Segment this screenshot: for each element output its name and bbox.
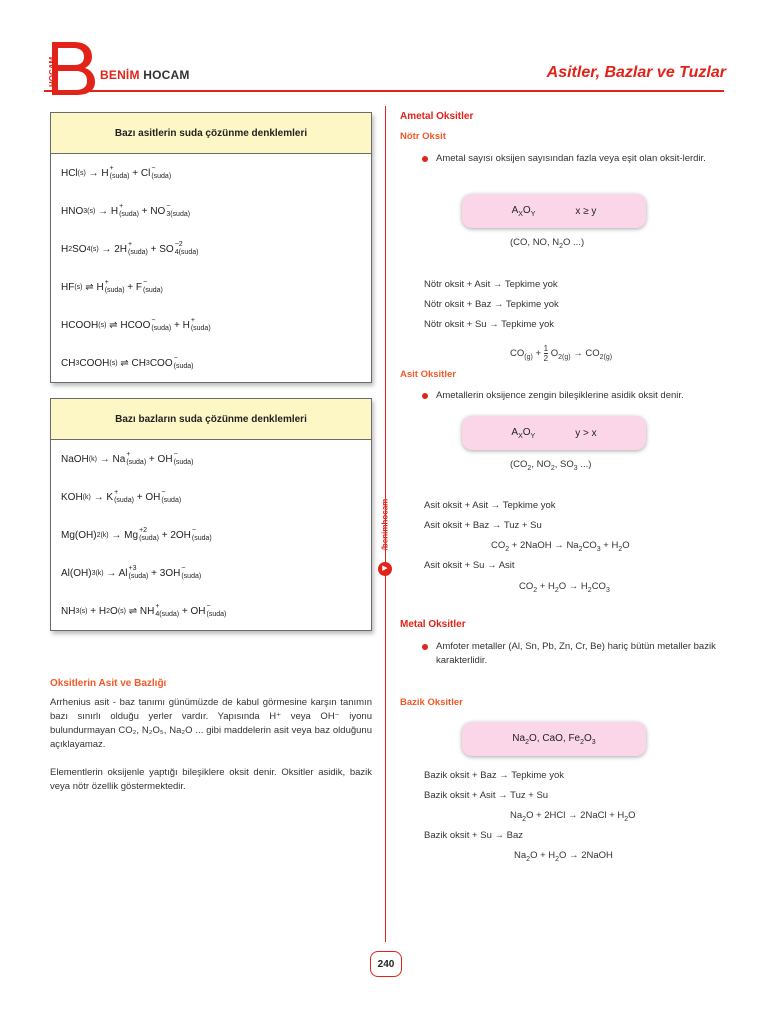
play-icon: ▶ (378, 562, 392, 576)
basic-rule-2: Bazik oksit + Asit → Tuz + Su (424, 790, 549, 801)
oxides-section-title: Oksitlerin Asit ve Bazlığı (50, 678, 167, 689)
table-row: NH 3(s) + H 2 O (s) ⇌ NH + 4(suda) + OH − (suda) (61, 603, 227, 618)
neutral-oxide-formula-box (462, 194, 646, 228)
acid-oxide-definition (436, 389, 724, 403)
neutral-rule-2: Nötr oksit + Baz → Tepkime yok (424, 299, 559, 310)
bullet-text: Ametal sayısı oksijen sayısından fazla veya eşit olan oksit-lerdir. (436, 153, 706, 164)
header-divider (44, 90, 724, 92)
acid-oxide-examples: ($CO_2$, $NO_2$, $SO_3$ ...) (510, 459, 592, 472)
neutral-rule-1: Nötr oksit + Asit → Tepkime yok (424, 279, 558, 290)
acid-rule-1: Asit oksit + Asit → Tepkime yok (424, 500, 556, 511)
nonmetal-oxides-title: Ametal Oksitler (400, 111, 474, 122)
social-handle (377, 490, 393, 580)
carbonic-acid-equation: $CO_2 + H_2O \to H_2CO_3$ (519, 581, 610, 594)
table-row: H 2 SO 4(s) → 2H + (suda) + SO −2 4(suda) (61, 241, 199, 256)
brand-part2: HOCAM (143, 68, 190, 82)
brand-part1: BENİM (100, 68, 140, 82)
acid-table-title: Bazı asitlerin suda çözünme denklemleri (51, 113, 371, 154)
condition: x ≥ y (575, 205, 597, 217)
formula: $A_XO_Y$ (511, 204, 536, 218)
co-oxidation-equation: $CO_{(g)}$ + $\frac{1}{2}$ $O_{2(g)} \to CO_{2(g)}$ (510, 344, 613, 363)
brand-name (100, 68, 190, 82)
table-row: HNO 3(s) → H + (suda) + NO − 3(suda) (61, 203, 191, 218)
base-dissolution-table (50, 398, 372, 631)
basic-acid-equation: $Na_2O + 2HCl$ → 2NaCl + $H_2O$ (510, 810, 636, 823)
table-row: Al(OH) 3(k) → Al +3 (suda) + 3OH − (suda) (61, 565, 202, 580)
formula: $A_XO_Y$ (511, 426, 536, 440)
brand-logo (46, 40, 98, 96)
neutral-oxide-examples: (CO, NO, $N_2O$ ...) (510, 237, 585, 250)
bullet-icon (422, 644, 428, 650)
metal-oxide-definition (436, 640, 726, 668)
basic-oxide-examples: $Na_2O$, CaO, $Fe_2O_3$ (512, 732, 596, 746)
acid-base-equation: $CO_2$ + 2NaOH → $Na_2CO_3 + H_2O$ (491, 540, 630, 553)
table-row: HF (s) ⇌ H + (suda) + F − (suda) (61, 279, 163, 294)
acid-oxides-title: Asit Oksitler (400, 369, 456, 380)
bullet-icon (422, 156, 428, 162)
acid-oxide-formula-box (462, 416, 646, 450)
condition: y > x (575, 427, 597, 439)
naoh-equation: $Na_2O + H_2O$ → 2NaOH (514, 850, 613, 863)
social-handle-text: /benimhocam (380, 498, 390, 551)
acid-dissolution-table (50, 112, 372, 383)
table-row: NaOH (k) → Na + (suda) + OH − (suda) (61, 451, 194, 466)
base-table-title: Bazı bazların suda çözünme denklemleri (51, 399, 371, 440)
table-row: HCOOH (s) ⇌ HCOO − (suda) + H + (suda) (61, 317, 211, 332)
acid-rule-2: Asit oksit + Baz → Tuz + Su (424, 520, 542, 531)
basic-rule-3: Bazik oksit + Su → Baz (424, 830, 523, 841)
acid-rule-3: Asit oksit + Su → Asit (424, 560, 515, 571)
svg-text:HOCAM: HOCAM (48, 56, 57, 87)
basic-oxides-title: Bazik Oksitler (400, 697, 463, 708)
neutral-oxide-definition (436, 152, 724, 166)
basic-rule-1: Bazik oksit + Baz → Tepkime yok (424, 770, 565, 781)
table-row: Mg(OH) 2(k) → Mg +2 (suda) + 2OH − (suda) (61, 527, 212, 542)
table-row: CH 3 COOH (s) ⇌ CH 3 COO − (suda) (61, 355, 194, 370)
metal-oxides-title: Metal Oksitler (400, 619, 466, 630)
unit-title: Asitler, Bazlar ve Tuzlar (546, 64, 726, 81)
bullet-text: Ametallerin oksijence zengin bileşiklerine asidik oksit denir. (436, 390, 684, 401)
table-row: HCl (s) → H + (suda) + Cl − (suda) (61, 165, 172, 180)
table-row: KOH (k) → K + (suda) + OH − (suda) (61, 489, 182, 504)
oxide-definition-paragraph: Elementlerin oksijenle yaptığı bileşiklere oksit denir. Oksitler asidik, bazik veya nötr özellik göstermektedir. (50, 767, 372, 792)
neutral-rule-3: Nötr oksit + Su → Tepkime yok (424, 319, 554, 330)
bullet-icon (422, 393, 428, 399)
basic-oxide-examples-box (462, 722, 646, 756)
bullet-text: Amfoter metaller (Al, Sn, Pb, Zn, Cr, Be) hariç bütün metaller bazik karakterlidir. (436, 641, 716, 666)
neutral-oxide-title: Nötr Oksit (400, 131, 446, 142)
arrhenius-paragraph: Arrhenius asit - baz tanımı günümüzde de kabul görmesine karşın tanımın bazı sınırlı olduğu yerler vardır. Yapısında H⁺ veya OH⁻ iyonu bulundurmayan CO₂, N₂O₅, Na₂O ... gibi maddelerin asit veya baz olduğunu açıklayamaz. (50, 697, 372, 750)
page-number: 240 (370, 951, 402, 977)
